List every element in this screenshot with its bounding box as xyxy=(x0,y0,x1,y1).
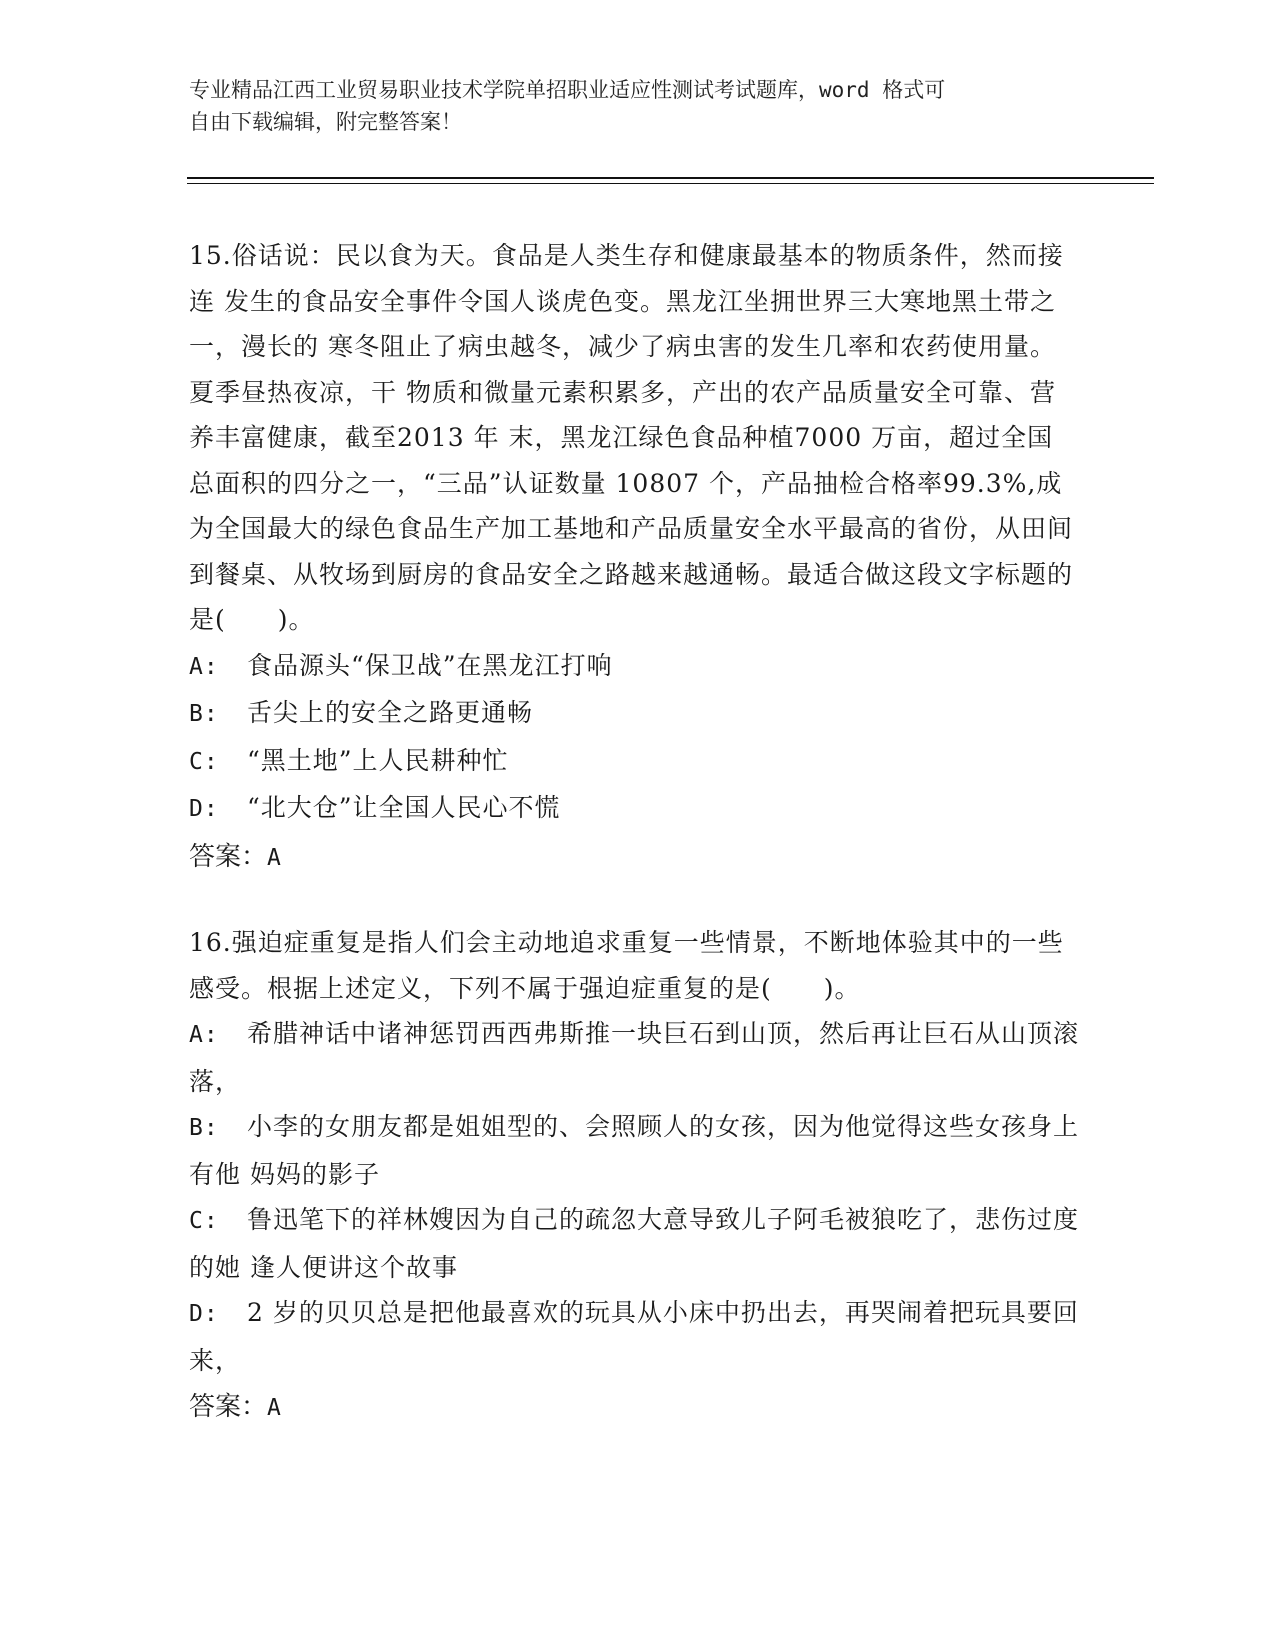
option-key: D: xyxy=(189,796,219,822)
answer-line xyxy=(189,1385,1079,1432)
header-divider-thick xyxy=(187,177,1154,179)
answer-value: A xyxy=(267,844,281,871)
option-key: D: xyxy=(189,1301,219,1327)
option-b xyxy=(189,690,1079,738)
header-divider-thin xyxy=(187,183,1154,184)
option-key: B: xyxy=(189,1115,219,1141)
option-d xyxy=(189,1290,1079,1383)
option-a xyxy=(189,643,1079,691)
answer-value: A xyxy=(267,1395,281,1421)
answer-label: 答案： xyxy=(189,1392,268,1422)
page-header xyxy=(189,74,1089,138)
option-key: C: xyxy=(189,748,219,775)
option-text: 鲁迅笔下的祥林嫂因为自己的疏忽大意导致儿子阿毛被狼吃了，悲伤过度的她 逢人便讲这个故事 xyxy=(189,1205,1080,1282)
option-text: 舌尖上的安全之路更通畅 xyxy=(247,698,534,727)
option-text: 希腊神话中诸神惩罚西西弗斯推一块巨石到山顶，然后再让巨石从山顶滚落， xyxy=(189,1019,1080,1096)
option-text: “黑土地”上人民耕种忙 xyxy=(247,745,509,775)
option-a xyxy=(189,1011,1079,1104)
option-key: B: xyxy=(189,701,219,727)
option-d xyxy=(189,785,1079,833)
option-text: 2 岁的贝贝总是把他最喜欢的玩具从小床中扔出去，再哭闹着把玩具要回来， xyxy=(189,1298,1079,1375)
option-key: C: xyxy=(189,1208,219,1234)
option-text: 食品源头“保卫战”在黑龙江打响 xyxy=(247,650,613,680)
header-line-1: 专业精品江西工业贸易职业技术学院单招职业适应性测试考试题库，word 格式可 xyxy=(189,78,946,102)
option-b xyxy=(189,1104,1079,1197)
question-stem: 16.强迫症重复是指人们会主动地追求重复一些情景，不断地体验其中的一些感受。根据上述定义，下列不属于强迫症重复的是( )。 xyxy=(189,928,1064,1003)
option-key: A: xyxy=(189,1022,219,1048)
option-c xyxy=(189,738,1079,786)
option-text: “北大仓”让全国人民心不慌 xyxy=(247,793,561,822)
option-text: 小李的女朋友都是姐姐型的、会照顾人的女孩，因为他觉得这些女孩身上有他 妈妈的影子 xyxy=(189,1112,1080,1189)
answer-line xyxy=(189,835,1079,882)
question-15 xyxy=(189,233,1079,881)
option-key: A: xyxy=(189,653,219,680)
option-c xyxy=(189,1197,1079,1290)
question-16 xyxy=(189,920,1079,1432)
header-line-2: 自由下载编辑，附完整答案！ xyxy=(189,110,462,134)
question-stem: 15.俗话说：民以食为天。食品是人类生存和健康最基本的物质条件，然而接连 发生的食品安全事件令国人谈虎色变。黑龙江坐拥世界三大寒地黑土带之一，漫长的 寒冬阻止了病虫越冬，减少了病虫害的发生几率和农药使用量。夏季昼热夜凉，干 物质和微量元素积累多，产出的农产品质量安全可靠、营养丰富健康，截至2013 年 末，黑龙江绿色食品种植7000 万亩，超过全国总面积的四分之一，“三品”认证数量 10807 个，产品抽检合格率99.3%,成为全国最大的绿色食品生产加工基地和产品质量安全水平最高的省份，从田间到餐桌、从牧场到厨房的食品安全之路越来越通畅。最适合做这段文字标题的是( )。 xyxy=(189,241,1074,634)
answer-label: 答案： xyxy=(189,841,268,872)
